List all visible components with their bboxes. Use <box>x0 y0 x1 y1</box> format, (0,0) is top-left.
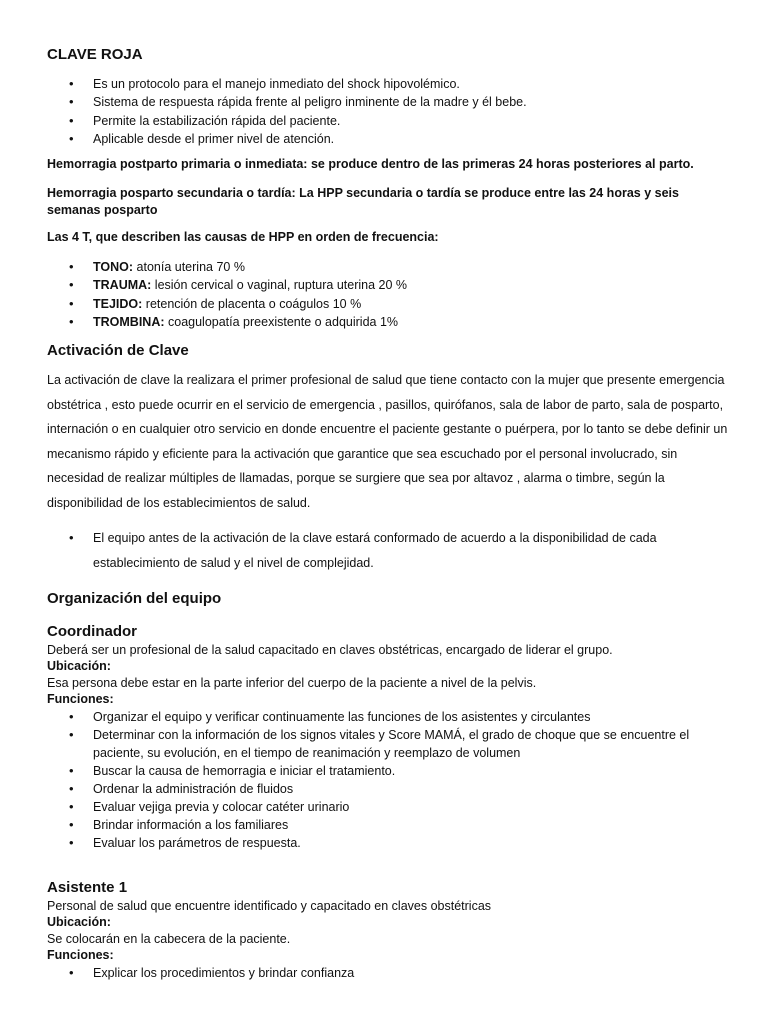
list-item: • Sistema de respuesta rápida frente al peligro inminente de la madre y él bebe. <box>47 93 728 111</box>
coordinador-title: Coordinador <box>47 623 137 640</box>
list-item: • Explicar los procedimientos y brindar confianza <box>47 964 728 982</box>
list-item: • Determinar con la información de los signos vitales y Score MAMÁ, el grado de choque que se encuentre el paciente, su evolución, en el tiempo de reanimación y reemplazo de volumen <box>47 726 728 762</box>
coordinador-description: Deberá ser un profesional de la salud capacitado en claves obstétricas, encargado de liderar el grupo. <box>47 643 613 657</box>
list-item: • Aplicable desde el primer nivel de atención. <box>47 130 728 148</box>
four-t-list <box>47 258 728 331</box>
term-text: atonía uterina 70 % <box>133 260 245 274</box>
coordinador-funciones-label: Funciones: <box>47 692 114 707</box>
list-item: • Permite la estabilización rápida del paciente. <box>47 112 728 130</box>
list-item: • El equipo antes de la activación de la clave estará conformado de acuerdo a la disponibilidad de cada establecimiento de salud y el nivel de complejidad. <box>47 526 728 575</box>
list-item <box>47 258 728 276</box>
primary-hemorrhage-text: Hemorragia postparto primaria o inmediata: se produce dentro de las primeras 24 horas posteriores al parto. <box>47 157 694 171</box>
asistente1-section <box>47 878 728 982</box>
list-item <box>47 276 728 294</box>
term: TONO: <box>93 260 134 274</box>
activation-bullets <box>47 526 728 575</box>
asistente1-ubicacion-label: Ubicación: <box>47 915 111 930</box>
list-item: • Brindar información a los familiares <box>47 816 728 834</box>
section-title-clave-roja: CLAVE ROJA <box>47 46 143 63</box>
list-item <box>47 295 728 313</box>
coordinador-ubicacion-label: Ubicación: <box>47 659 111 674</box>
section-title-organizacion: Organización del equipo <box>47 590 222 607</box>
list-item: • Organizar el equipo y verificar continuamente las funciones de los asistentes y circulantes <box>47 708 728 726</box>
term-text: lesión cervical o vaginal, ruptura uterina 20 % <box>151 278 408 293</box>
list-item: • Es un protocolo para el manejo inmediato del shock hipovolémico. <box>47 75 728 93</box>
coordinador-funciones-list <box>47 708 728 852</box>
asistente1-description: Personal de salud que encuentre identificado y capacitado en claves obstétricas <box>47 899 492 913</box>
four-t-intro: Las 4 T, que describen las causas de HPP en orden de frecuencia: <box>47 230 439 244</box>
list-item: • Evaluar vejiga previa y colocar catéter urinario <box>47 798 728 816</box>
asistente1-funciones-label: Funciones: <box>47 948 114 963</box>
list-item <box>47 313 728 331</box>
term-text: coagulopatía preexistente o adquirida 1% <box>164 314 399 329</box>
term: TROMBINA: <box>93 314 165 329</box>
activation-paragraph: La activación de clave la realizara el primer profesional de salud que tiene contacto con la mujer que presente emergencia obstétrica , esto puede ocurrir en el servicio de emergencia , pasillos, quirófanos, sala de labor de parto, sala de posparto, internación o en cualquier otro servicio en donde encuentre el paciente gestante o puérpera, por lo tanto se debe definir un mecanismo rápido y eficiente para la activación que garantice que sea escuchado por el personal involucrado, sin necesidad de realizar múltiples de llamadas, porque se surgiere que sea por altavoz , alarma o timbre, según la disponibilidad de los establecimientos de salud. <box>47 373 728 510</box>
list-item: • Buscar la causa de hemorragia e iniciar el tratamiento. <box>47 762 728 780</box>
list-item: • Ordenar la administración de fluidos <box>47 780 728 798</box>
asistente1-title: Asistente 1 <box>47 879 128 896</box>
asistente1-ubicacion: Se colocarán en la cabecera de la paciente. <box>47 931 291 946</box>
coordinador-section <box>47 622 728 852</box>
term-text: retención de placenta o coágulos 10 % <box>142 296 362 311</box>
clave-roja-bullets <box>47 75 728 148</box>
term: TEJIDO: <box>93 296 143 311</box>
section-title-activacion: Activación de Clave <box>47 342 189 359</box>
list-item: • Evaluar los parámetros de respuesta. <box>47 834 728 852</box>
asistente1-funciones-list <box>47 964 728 982</box>
secondary-hemorrhage-text: Hemorragia posparto secundaria o tardía: La HPP secundaria o tardía se produce entre las 24 horas y seis semanas posparto <box>47 186 679 217</box>
coordinador-ubicacion: Esa persona debe estar en la parte inferior del cuerpo de la paciente a nivel de la pelvis. <box>47 675 537 690</box>
term: TRAUMA: <box>93 278 152 293</box>
